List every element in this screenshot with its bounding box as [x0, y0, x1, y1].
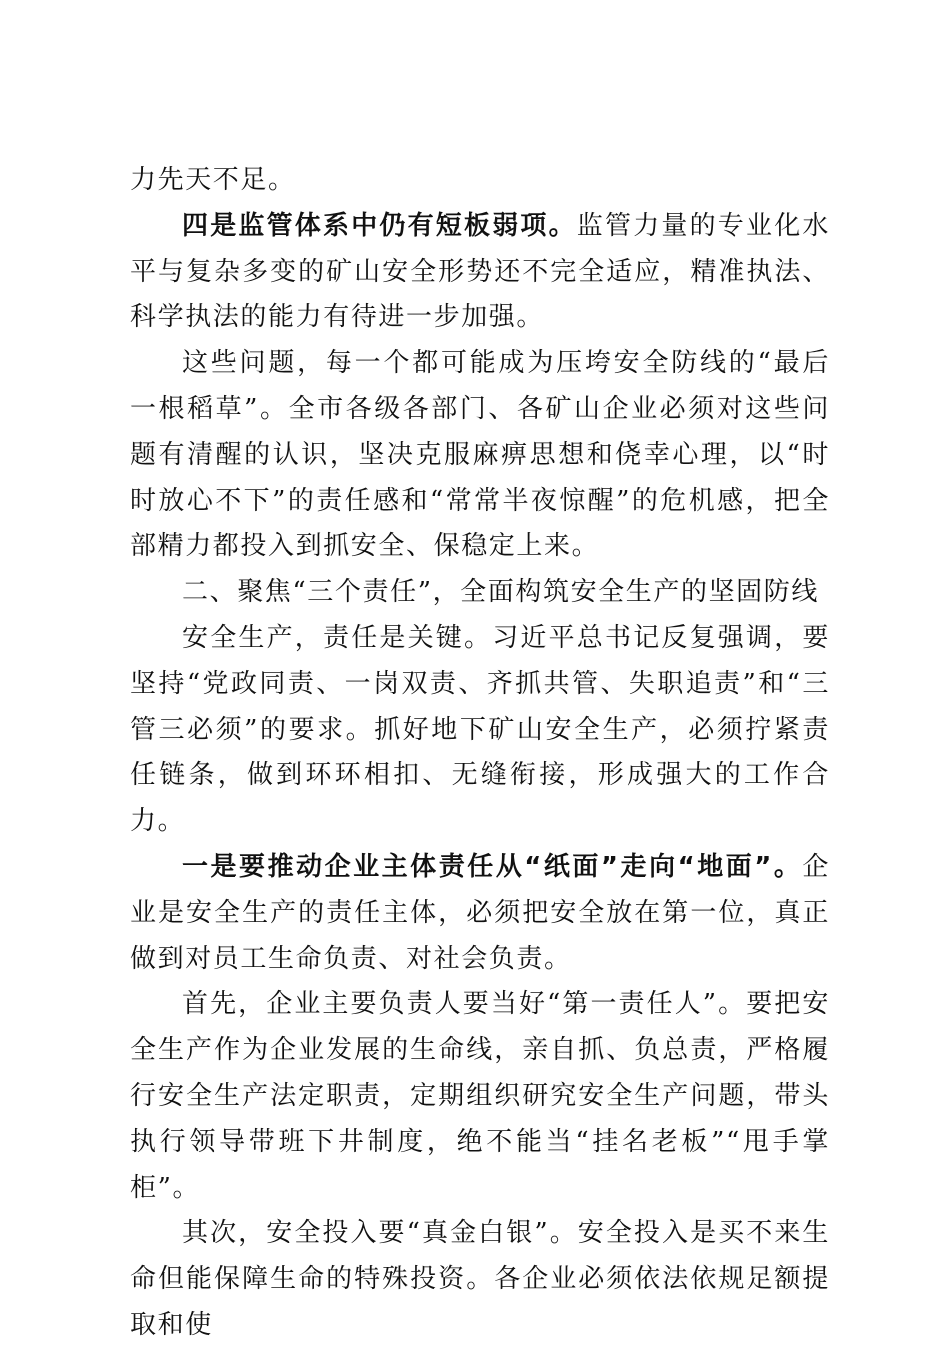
paragraph-3 [130, 341, 830, 570]
paragraph-7-text: 首先，企业主要负责人要当好“第一责任人”。要把安全生产作为企业发展的生命线，亲自抓、负总责，严格履行安全生产法定职责，定期组织研究安全生产问题，带头执行领导带班下井制度，绝不能当“挂名老板”“甩手掌柜”。 [130, 989, 830, 1203]
paragraph-8 [130, 1211, 830, 1348]
paragraph-2 [130, 204, 830, 341]
paragraph-6-text: 企业是安全生产的责任主体，必须把安全放在第一位，真正做到对员工生命负责、对社会负责。 [130, 851, 830, 974]
section-heading-text: 二、聚焦“三个责任”，全面构筑安全生产的坚固防线 [182, 577, 819, 608]
paragraph-1 [130, 158, 830, 204]
paragraph-2-text: 监管力量的专业化水平与复杂多变的矿山安全形势还不完全适应，精准执法、科学执法的能力有待进一步加强。 [130, 210, 830, 333]
paragraph-2-lead: 四是监管体系中仍有短板弱项。 [182, 210, 577, 241]
paragraph-3-text: 这些问题，每一个都可能成为压垮安全防线的“最后一根稻草”。全市各级各部门、各矿山企业必须对这些问题有清醒的认识，坚决克服麻痹思想和侥幸心理，以“时时放心不下”的责任感和“常常半夜惊醒”的危机感，把全部精力都投入到抓安全、保稳定上来。 [130, 348, 830, 562]
paragraph-6-lead: 一是要推动企业主体责任从“纸面”走向“地面”。 [182, 851, 803, 882]
section-heading [130, 570, 830, 616]
paragraph-5-text: 安全生产，责任是关键。习近平总书记反复强调，要坚持“党政同责、一岗双责、齐抓共管、失职追责”和“三管三必须”的要求。抓好地下矿山安全生产，必须拧紧责任链条，做到环环相扣、无缝衔接，形成强大的工作合力。 [130, 622, 830, 837]
paragraph-1-text: 力先天不足。 [130, 165, 296, 195]
paragraph-8-text: 其次，安全投入要“真金白银”。安全投入是买不来生命但能保障生命的特殊投资。各企业必须依法依规足额提取和使 [130, 1218, 831, 1340]
paragraph-5 [130, 616, 830, 845]
paragraph-7 [130, 982, 830, 1211]
paragraph-6 [130, 845, 830, 982]
body-text [130, 158, 830, 1349]
